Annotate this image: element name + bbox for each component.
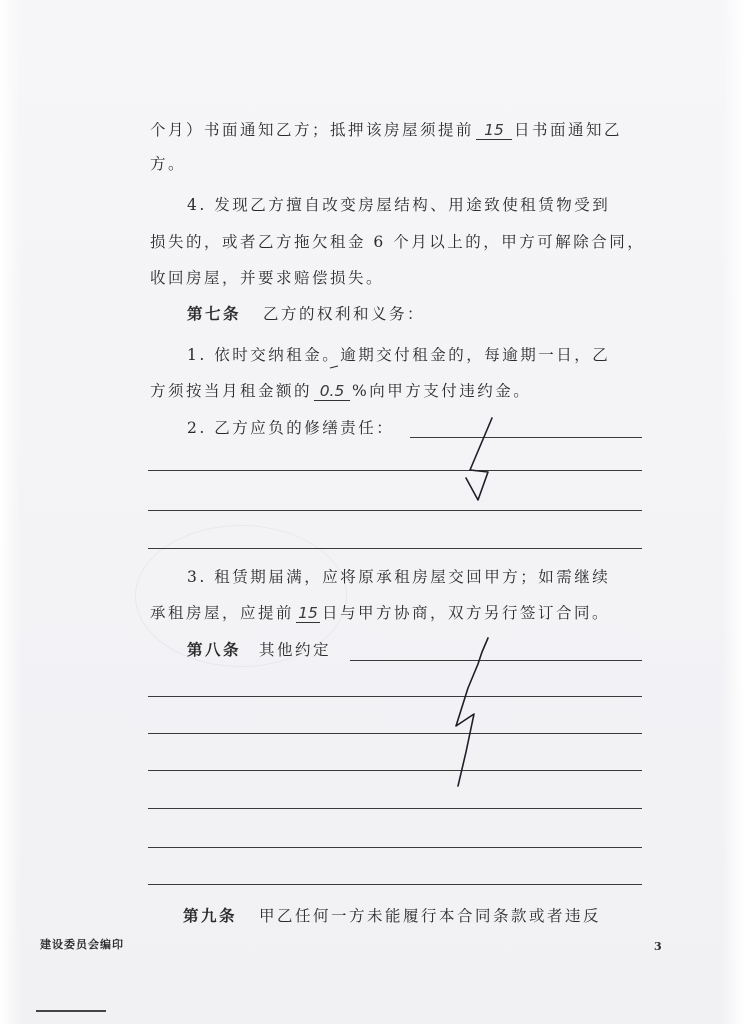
article-9-title: 第九条 bbox=[183, 906, 238, 925]
text-segment: 日与甲方协商，双方另行签订合同。 bbox=[322, 604, 611, 622]
blank-line bbox=[148, 808, 642, 809]
scan-edge-mark bbox=[36, 1010, 106, 1012]
article-8-title: 第八条 bbox=[187, 640, 242, 659]
text-line-4: 损失的，或者乙方拖欠租金 6 个月以上的，甲方可解除合同， bbox=[150, 233, 646, 251]
publisher-footer: 建设委员会编印 bbox=[40, 938, 124, 951]
text-segment: %向甲方支付违约金。 bbox=[352, 382, 532, 400]
blank-line bbox=[148, 470, 642, 471]
text-line-8 bbox=[0, 379, 744, 401]
article-7-heading bbox=[0, 302, 744, 324]
text-line-10: 3. 租赁期届满，应将原承租房屋交回甲方；如需继续 bbox=[187, 568, 611, 586]
text-segment: 日书面通知乙 bbox=[514, 121, 623, 139]
blank-line bbox=[148, 733, 642, 734]
filled-blank-penalty-rate: 0.5 bbox=[314, 384, 350, 401]
blank-line bbox=[148, 696, 642, 697]
text-line-clause-4: 4. 发现乙方擅自改变房屋结构、用途致使租赁物受到 bbox=[187, 196, 611, 214]
text-line-11 bbox=[0, 601, 744, 623]
article-8-heading bbox=[0, 638, 744, 660]
text-line-7: 1. 依时交纳租金。逾期交付租金的，每逾期一日，乙 bbox=[187, 346, 611, 364]
article-9-text: 甲乙任何一方未能履行本合同条款或者违反 bbox=[259, 907, 602, 925]
page-number: 3 bbox=[654, 940, 662, 953]
article-8-text: 其他约定 bbox=[259, 641, 332, 659]
text-line-repair: 2. 乙方应负的修缮责任： bbox=[187, 419, 395, 437]
blank-line bbox=[410, 437, 642, 438]
blank-line bbox=[148, 770, 642, 771]
blank-line bbox=[148, 884, 642, 885]
filled-blank-renewal-days: 15 bbox=[296, 606, 320, 623]
filled-blank-notice-days: 15 bbox=[476, 123, 512, 140]
text-line-1 bbox=[0, 118, 744, 140]
article-9-heading bbox=[0, 904, 744, 926]
text-line-5: 收回房屋，并要求赔偿损失。 bbox=[150, 269, 385, 287]
text-segment: 方须按当月租金额的 bbox=[150, 382, 313, 400]
text-segment: 承租房屋，应提前 bbox=[150, 604, 295, 622]
blank-line bbox=[350, 660, 642, 661]
article-7-text: 乙方的权利和义务： bbox=[263, 305, 426, 323]
blank-line bbox=[148, 510, 642, 511]
text-line-2: 方。 bbox=[150, 155, 187, 173]
handwritten-tick bbox=[330, 366, 338, 368]
blank-line bbox=[148, 847, 642, 848]
text-segment: 个月）书面通知乙方；抵押该房屋须提前 bbox=[150, 121, 475, 139]
article-7-title: 第七条 bbox=[187, 304, 242, 323]
blank-line bbox=[148, 548, 642, 549]
